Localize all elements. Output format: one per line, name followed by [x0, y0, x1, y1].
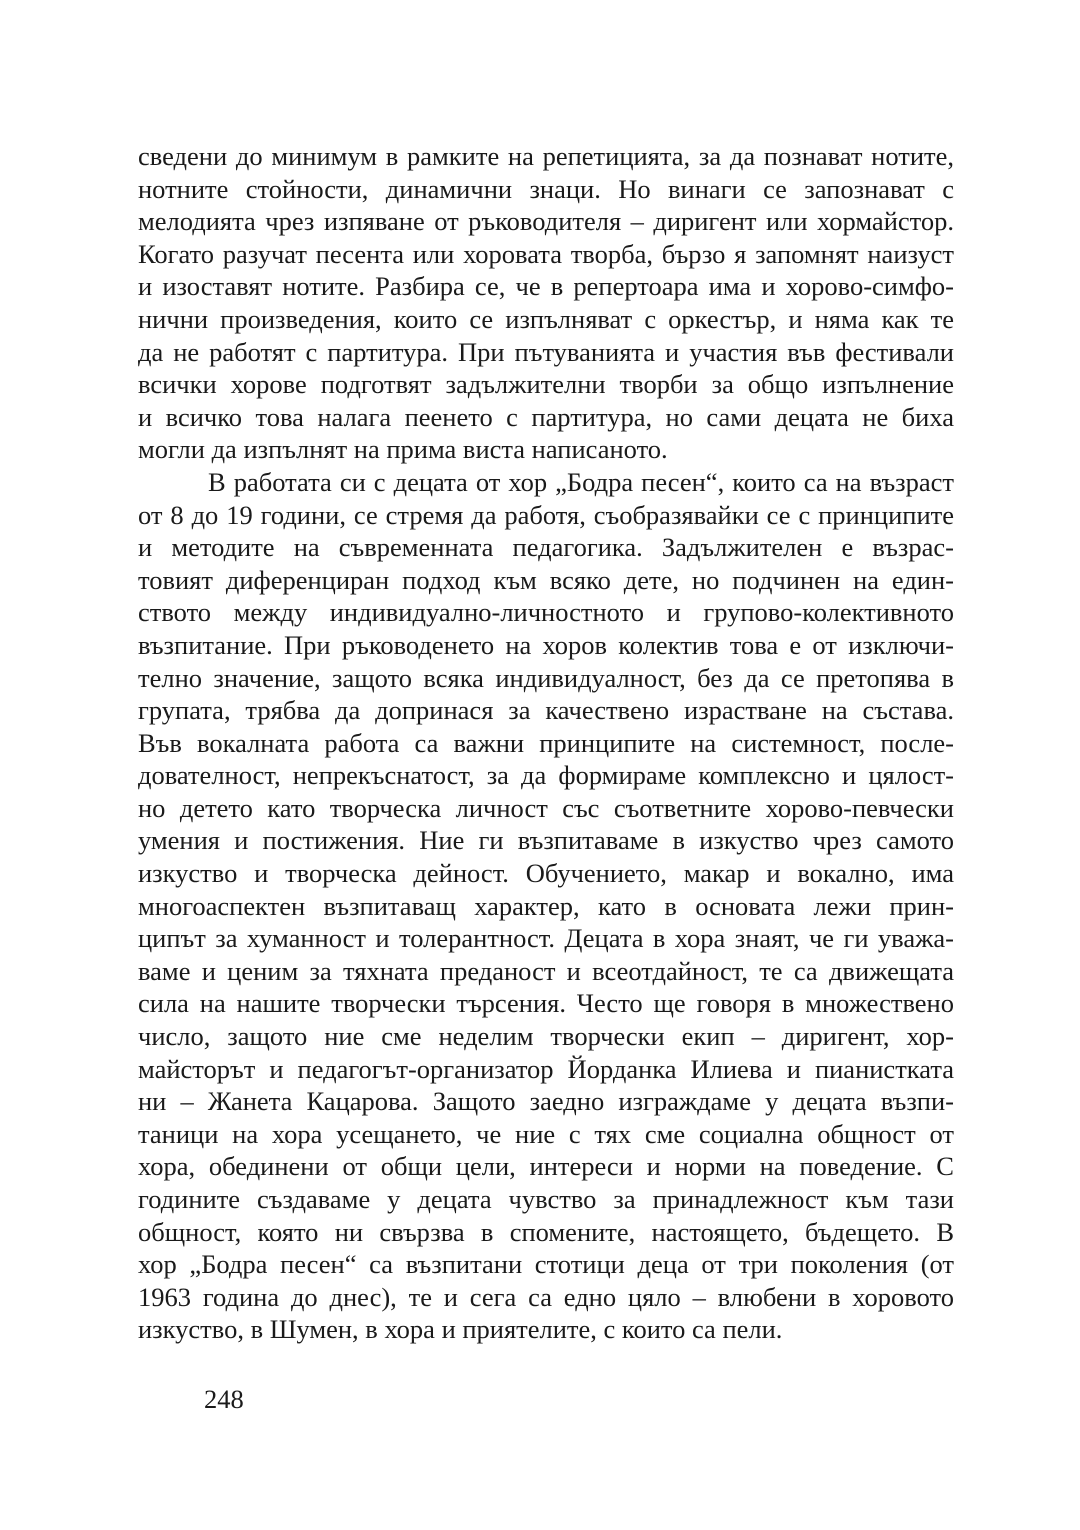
text-line: многоаспектен възпитаващ характер, като в основата лежи прин-: [138, 890, 954, 921]
text-line: хор „Бодра песен“ са възпитани стотици деца от три поколения (от: [138, 1249, 954, 1280]
text-line: изкуство, в Шумен, в хора и приятелите, с които са пели.: [138, 1314, 783, 1345]
text-line: телно значение, защото всяка индивидуалност, без да се претопява в: [138, 662, 954, 693]
text-line: ни – Жанета Кацарова. Защото заедно изграждаме у децата възпи-: [138, 1086, 954, 1117]
text-line: ството между индивидуално-личностното и групово-колективното: [138, 597, 954, 628]
text-line: могли да изпълнят на прима виста написаното.: [138, 434, 668, 465]
text-line: възпитание. При ръководенето на хоров колектив това е от изключи-: [138, 629, 954, 660]
text-line: нични произведения, които се изпълняват с оркестър, и няма как те: [138, 303, 954, 334]
text-line: хора, обединени от общи цели, интереси и норми на поведение. С: [138, 1151, 954, 1182]
text-line: и изоставят нотите. Разбира се, че в репертоара има и хорово-симфо-: [138, 271, 954, 302]
text-line: общност, която ни свързва в спомените, настоящето, бъдещето. В: [138, 1216, 954, 1247]
text-line: сила на нашите творчески търсения. Често ще говоря в множествено: [138, 988, 954, 1019]
text-line: но детето като творческа личност със съответните хорово-певчески: [138, 792, 954, 823]
text-line: число, защото ние сме неделим творчески екип – диригент, хор-: [138, 1021, 954, 1052]
text-line: годините създаваме у децата чувство за принадлежност към тази: [138, 1184, 954, 1214]
text-line: нотните стойности, динамични знаци. Но винаги се запознават с: [138, 173, 954, 204]
text-line: изкуство и творческа дейност. Обучението, макар и вокално, има: [138, 858, 954, 889]
text-line: да не работят с партитура. При пътуванията и участия във фестивали: [138, 336, 954, 367]
text-line: Във вокалната работа са важни принципите на системност, после-: [138, 727, 954, 758]
text-line: от 8 до 19 години, се стремя да работя, съобразявайки се с принципите: [138, 499, 954, 530]
text-line: таници на хора усещането, че ние с тях сме социална общност от: [138, 1118, 954, 1149]
text-line: групата, трябва да допринася за качествено израстване на състава.: [138, 695, 954, 726]
text-line: 1963 година до днес), те и сега са едно цяло – влюбени в хоровото: [138, 1281, 954, 1312]
text-line: дователност, непрекъснатост, за да формираме комплексно и цялост-: [138, 760, 954, 791]
text-line: Когато разучат песента или хоровата творба, бързо я запомнят наизуст: [138, 238, 954, 269]
page-number: 248: [204, 1384, 244, 1414]
text-line: ваме и ценим за тяхната преданост и всеотдайност, те са движещата: [138, 955, 954, 986]
text-line: ципът за хуманност и толерантност. Децата в хора знаят, че ги уважа-: [138, 923, 954, 954]
text-line: умения и постижения. Ние ги възпитаваме в изкуство чрез самото: [138, 825, 954, 856]
text-line: майсторът и педагогът-организатор Йорданка Илиева и пианистката: [138, 1053, 954, 1084]
text-line: мелодията чрез изпяване от ръководителя – диригент или хормайстор.: [138, 206, 954, 237]
body-text: [138, 140, 954, 1346]
text-line: и всичко това налага пеенето с партитура, но сами децата не биха: [138, 401, 954, 432]
text-line: товият диференциран подход към всяко дете, но подчинен на един-: [138, 564, 954, 595]
text-line: и методите на съвременната педагогика. Задължителен е възрас-: [138, 532, 954, 563]
text-line: сведени до минимум в рамките на репетицията, за да познават нотите,: [138, 141, 954, 171]
paragraph-1: [138, 140, 954, 466]
text-line: всички хорове подготвят задължителни творби за общо изпълнение: [138, 369, 954, 400]
paragraph-2: [138, 466, 954, 1346]
text-line: В работата си с децата от хор „Бодра песен“, които са на възраст: [208, 466, 954, 497]
